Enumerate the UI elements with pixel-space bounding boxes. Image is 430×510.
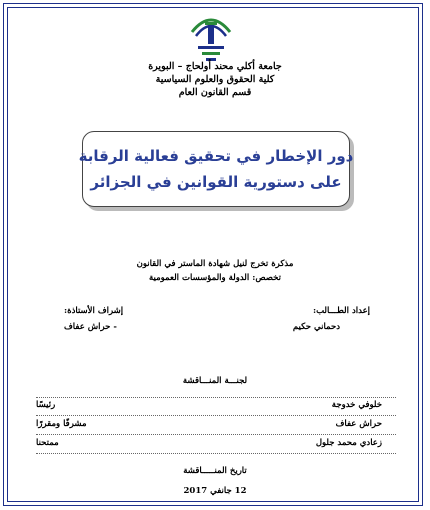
discussion-date: 12 جانفي 2017 — [183, 486, 247, 496]
committee-member-name: خلوفي خدوجة — [331, 400, 382, 410]
memo-description-block — [0, 257, 430, 285]
university-logo — [188, 2, 234, 64]
committee-member-role: رئيسًا — [36, 400, 56, 410]
discussion-date-label: تاريخ المنـــــاقشة — [183, 466, 247, 476]
memo-description: مذكرة تخرج لنيل شهادة الماستر في القانون — [136, 259, 294, 269]
committee-row-rule — [36, 415, 396, 416]
supervisor-name: - حراش عفاف — [64, 322, 117, 332]
student-name: دحماني حكيم — [292, 322, 340, 332]
committee-row-rule — [36, 434, 396, 435]
student-label: إعداد الطـــالب: — [312, 306, 370, 316]
committee-member-role: مشرفًا ومقررًا — [36, 419, 87, 429]
university-name: جامعة أكلي محند أولحاج – البويرة — [148, 61, 282, 72]
committee-title: لجنـــة المنـــاقشة — [182, 376, 248, 386]
committee-member-role: ممتحنا — [36, 438, 59, 448]
university-header — [0, 60, 430, 99]
committee-row-rule — [36, 453, 396, 454]
thesis-title-line-2: على دستورية القوانين في الجزائر — [90, 173, 342, 191]
department-name: قسم القانون العام — [178, 87, 252, 98]
thesis-title-line-1: دور الإخطار في تحقيق فعالية الرقابة — [78, 147, 354, 165]
committee-row-top-rule — [36, 397, 396, 398]
supervisor-label: إشراف الأستاذة: — [64, 306, 124, 316]
thesis-title-box — [78, 131, 354, 207]
committee-member-name: حراش عفاف — [335, 419, 382, 429]
memo-specialty: تخصص: الدولة والمؤسسات العمومية — [148, 273, 281, 283]
committee-member-name: زعادي محمد جلول — [315, 438, 382, 448]
faculty-name: كلية الحقوق والعلوم السياسية — [155, 74, 275, 85]
